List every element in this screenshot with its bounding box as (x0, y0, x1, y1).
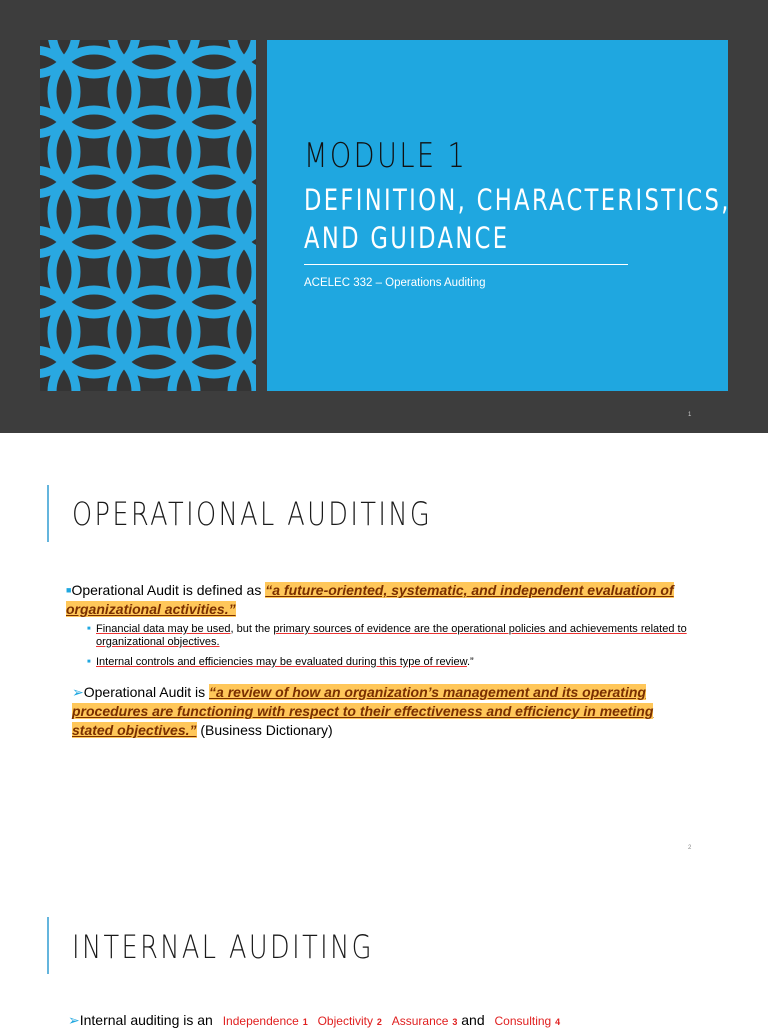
decorative-pattern (40, 40, 256, 391)
internal-auditing-slide (0, 870, 768, 1028)
tag-assurance: Assurance (391, 1014, 449, 1028)
marker-3: 3 (452, 1017, 458, 1027)
sub2-part2: .” (466, 656, 474, 668)
marker-4: 4 (555, 1017, 561, 1027)
subtitle-line-2: AND GUIDANCE (304, 221, 510, 255)
review-source: (Business Dictionary) (196, 722, 333, 738)
accent-bar (47, 917, 49, 974)
slide-title: OPERATIONAL AUDITING (72, 495, 433, 533)
square-bullet-icon: ■ (66, 585, 72, 595)
subtitle-line-1: DEFINITION, CHARACTERISTICS, (304, 183, 731, 217)
title-divider (304, 264, 628, 265)
accent-bar (47, 485, 49, 542)
title-slide (0, 0, 768, 433)
sub2-part1: Internal controls and efficiencies may be evaluated during this type of review (96, 656, 467, 668)
and-text: and (461, 1012, 485, 1028)
title-panel (267, 40, 731, 391)
square-bullet-icon: ■ (87, 659, 91, 665)
internal-audit-line (68, 1012, 560, 1029)
tag-consulting: Consulting (494, 1014, 552, 1028)
sub-bullet-1 (87, 623, 707, 649)
square-bullet-icon: ■ (87, 626, 91, 632)
definition-prefix: Operational Audit is defined as (71, 582, 266, 598)
slide-title: INTERNAL AUDITING (72, 928, 374, 966)
sub1-part1: Financial data may be used (96, 623, 231, 635)
course-label: ACELEC 332 – Operations Auditing (304, 277, 486, 289)
internal-audit-prefix: Internal auditing is an (79, 1012, 213, 1028)
sub1-part2: , but the (230, 623, 274, 635)
marker-2: 2 (376, 1017, 382, 1027)
page-number: 1 (688, 412, 692, 418)
review-prefix: Operational Audit is (83, 684, 210, 700)
operational-auditing-slide (0, 433, 768, 870)
review-paragraph (72, 683, 692, 740)
arrow-bullet-icon: ➢ (72, 684, 84, 700)
review-highlight: “a review of how an organization’s management and its operating procedures are functioning with respect to their effectiveness and efficiency in meeting stated objectives.” (72, 684, 654, 738)
definition-highlight: “a future-oriented, systematic, and independent evaluation of organizational activities.” (66, 582, 674, 617)
circle-pattern-graphic (40, 40, 256, 391)
sub1-part3: primary sources of evidence are the operational policies and achievements related to organizational objectives. (96, 623, 687, 648)
sub-bullet-2 (87, 656, 707, 669)
arrow-bullet-icon: ➢ (68, 1012, 80, 1028)
marker-1: 1 (302, 1017, 308, 1027)
module-title: MODULE 1 (304, 136, 468, 176)
tag-independence: Independence (222, 1014, 299, 1028)
tag-objectivity: Objectivity (317, 1014, 373, 1028)
module-subtitle (304, 181, 731, 257)
definition-paragraph (66, 581, 706, 619)
page-number: 2 (688, 845, 692, 851)
